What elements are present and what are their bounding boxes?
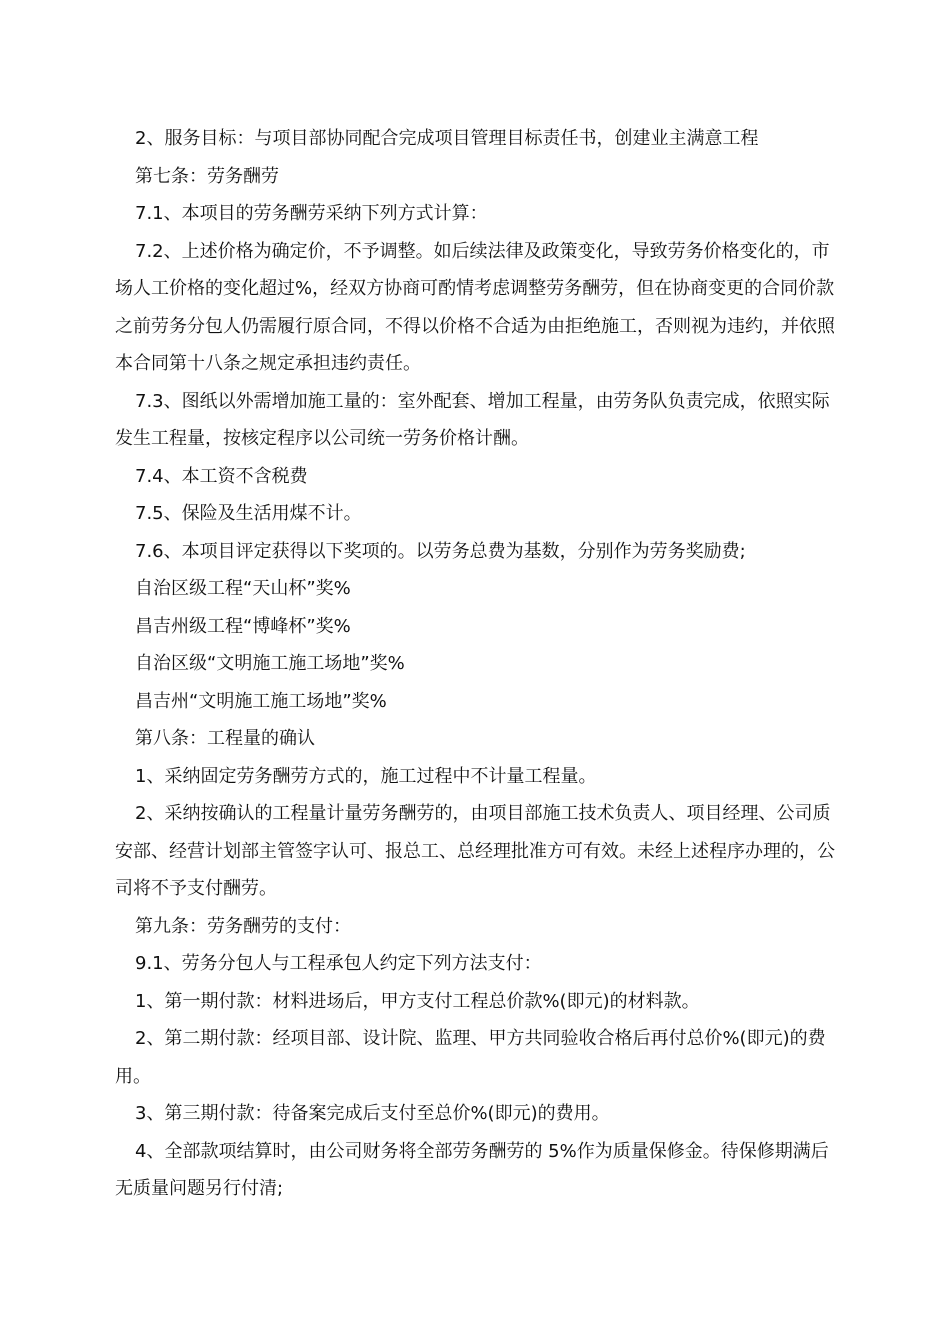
- award-item: 自治区级工程“天山杯”奖%: [135, 578, 351, 599]
- payment-item: 2、第二期付款：经项目部、设计院、监理、甲方共同验收合格后再付总价%(即元)的费用。: [115, 1028, 826, 1087]
- payment-item: 3、第三期付款：待备案完成后支付至总价%(即元)的费用。: [135, 1103, 610, 1124]
- paragraph-7-4: 7.4、本工资不含税费: [135, 465, 308, 487]
- payment-item: 4、全部款项结算时，由公司财务将全部劳务酬劳的 5%作为质量保修金。待保修期满后无质量问题另行付清;: [115, 1140, 829, 1199]
- paragraph-8-2: 2、采纳按确认的工程量计量劳务酬劳的，由项目部施工技术负责人、项目经理、公司质安部、经营计划部主管签字认可、报总工、总经理批准方可有效。未经上述程序办理的，公司将不予支付酬劳。: [115, 803, 835, 899]
- paragraph-7-3: 7.3、图纸以外需增加施工量的：室外配套、增加工程量，由劳务队负责完成，依照实际发生工程量，按核定程序以公司统一劳务价格计酬。: [115, 390, 830, 449]
- document-body: [115, 120, 835, 1208]
- payment-item: 1、第一期付款：材料进场后，甲方支付工程总价款%(即元)的材料款。: [135, 990, 700, 1012]
- paragraph-7-2: 7.2、上述价格为确定价，不予调整。如后续法律及政策变化，导致劳务价格变化的，市场人工价格的变化超过%，经双方协商可酌情考虑调整劳务酬劳，但在协商变更的合同价款之前劳务分包人仍需履行原合同，不得以价格不合适为由拒绝施工，否则视为违约，并依照本合同第十八条之规定承担违约责任。: [115, 240, 835, 374]
- paragraph-service-goal: 2、服务目标：与项目部协同配合完成项目管理目标责任书，创建业主满意工程: [135, 128, 759, 149]
- paragraph-7-5: 7.5、保险及生活用煤不计。: [135, 503, 362, 524]
- award-item: 自治区级“文明施工施工场地”奖%: [135, 653, 405, 674]
- paragraph-9-1: 9.1、劳务分包人与工程承包人约定下列方法支付：: [135, 953, 542, 974]
- heading-article-8: 第八条：工程量的确认: [135, 728, 315, 749]
- award-item: 昌吉州“文明施工施工场地”奖%: [135, 690, 387, 712]
- paragraph-7-6: 7.6、本项目评定获得以下奖项的。以劳务总费为基数，分别作为劳务奖励费;: [135, 540, 746, 562]
- award-item: 昌吉州级工程“博峰杯”奖%: [135, 615, 351, 637]
- heading-article-9: 第九条：劳务酬劳的支付：: [135, 915, 351, 937]
- paragraph-7-1: 7.1、本项目的劳务酬劳采纳下列方式计算：: [135, 203, 488, 224]
- paragraph-8-1: 1、采纳固定劳务酬劳方式的，施工过程中不计量工程量。: [135, 765, 597, 787]
- heading-article-7: 第七条：劳务酬劳: [135, 165, 279, 187]
